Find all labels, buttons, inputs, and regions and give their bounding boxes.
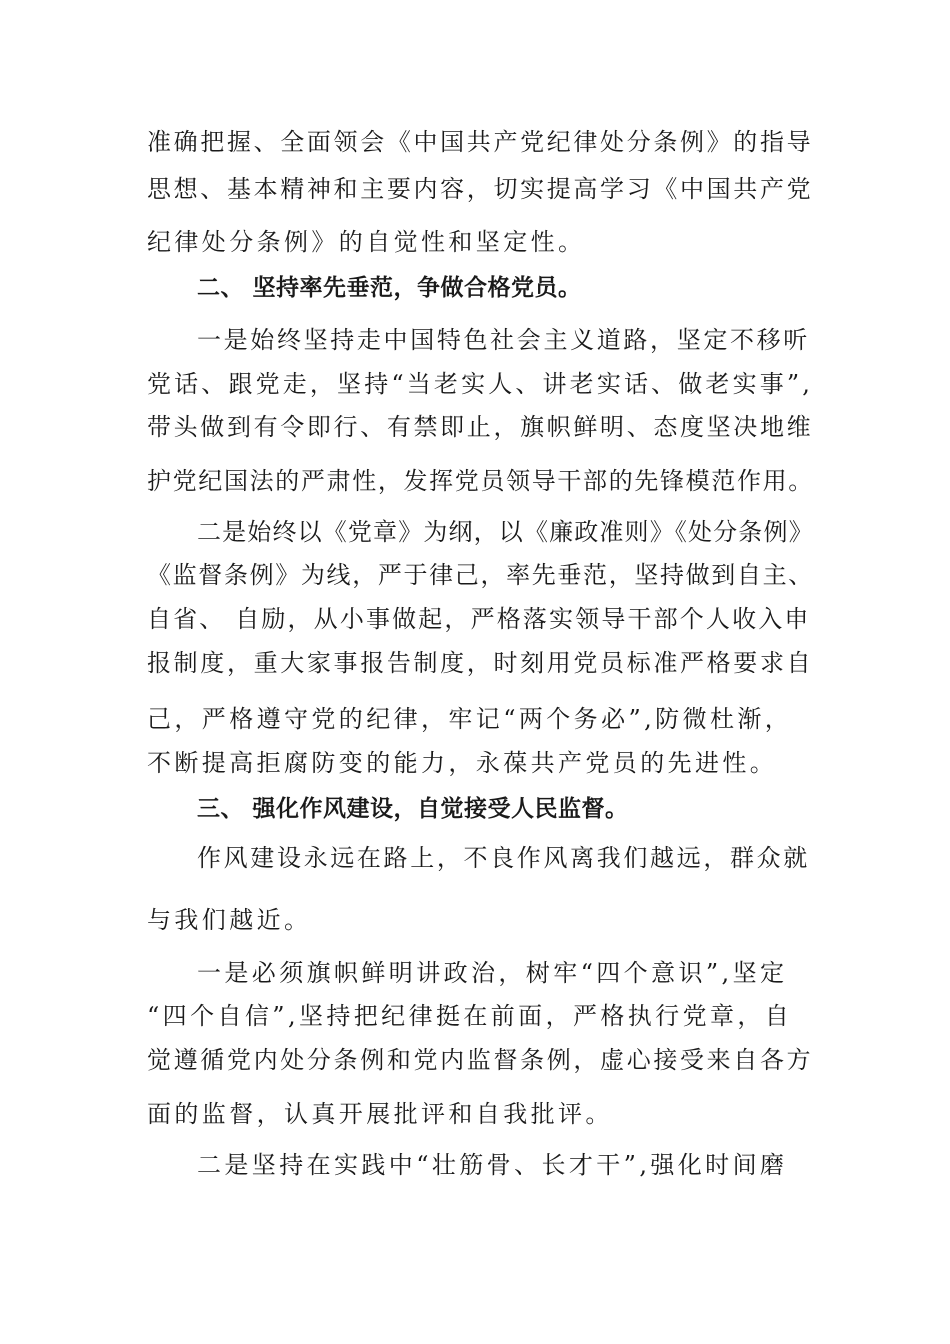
body-text-line: 一是始终坚持走中国特色社会主义道路，坚定不移听	[197, 326, 810, 354]
body-text-line: 党话、跟党走，坚持“当老实人、讲老实话、做老实事”,	[147, 370, 814, 398]
body-text-line: 己，严格遵守党的纪律，牢记“两个务必”,防微杜渐，	[147, 705, 793, 733]
body-text-line: 纪律处分条例》的自觉性和坚定性。	[147, 228, 586, 256]
body-text-line: 带头做到有令即行、有禁即止，旗帜鲜明、态度坚决地维	[147, 413, 814, 441]
body-text-line: 不断提高拒腐防变的能力，永葆共产党员的先进性。	[147, 749, 778, 777]
body-text-line: 准确把握、全面领会《中国共产党纪律处分条例》的指导	[147, 128, 814, 156]
body-text-line: 作风建设永远在路上，不良作风离我们越远，群众就	[197, 844, 810, 872]
body-text-line: 与我们越近。	[147, 906, 312, 934]
section-heading: 三、 强化作风建设，自觉接受人民监督。	[197, 796, 629, 822]
body-text-line: 一是必须旗帜鲜明讲政治，树牢“四个意识”,坚定	[197, 959, 788, 987]
body-text-line: 自省、 自励，从小事做起，严格落实领导干部个人收入申	[147, 605, 811, 633]
body-text-line: 觉遵循党内处分条例和党内监督条例，虚心接受来自各方	[147, 1046, 814, 1074]
body-text-line: 护党纪国法的严肃性，发挥党员领导干部的先锋模范作用。	[147, 467, 814, 495]
body-text-line: “四个自信”,坚持把纪律挺在前面，严格执行党章，自	[147, 1002, 793, 1030]
body-text-line: 二是始终以《党章》为纲，以《廉政准则》《处分条例》	[197, 518, 814, 546]
body-text-line: 二是坚持在实践中“壮筋骨、长才干”,强化时间磨	[197, 1151, 788, 1179]
body-text-line: 《监督条例》为线，严于律己，率先垂范，坚持做到自主、	[147, 561, 814, 589]
body-text-line: 面的监督，认真开展批评和自我批评。	[147, 1100, 613, 1128]
section-heading: 二、 坚持率先垂范，争做合格党员。	[197, 275, 582, 301]
body-text-line: 报制度，重大家事报告制度，时刻用党员标准严格要求自	[147, 649, 814, 677]
body-text-line: 思想、基本精神和主要内容，切实提高学习《中国共产党	[147, 175, 814, 203]
